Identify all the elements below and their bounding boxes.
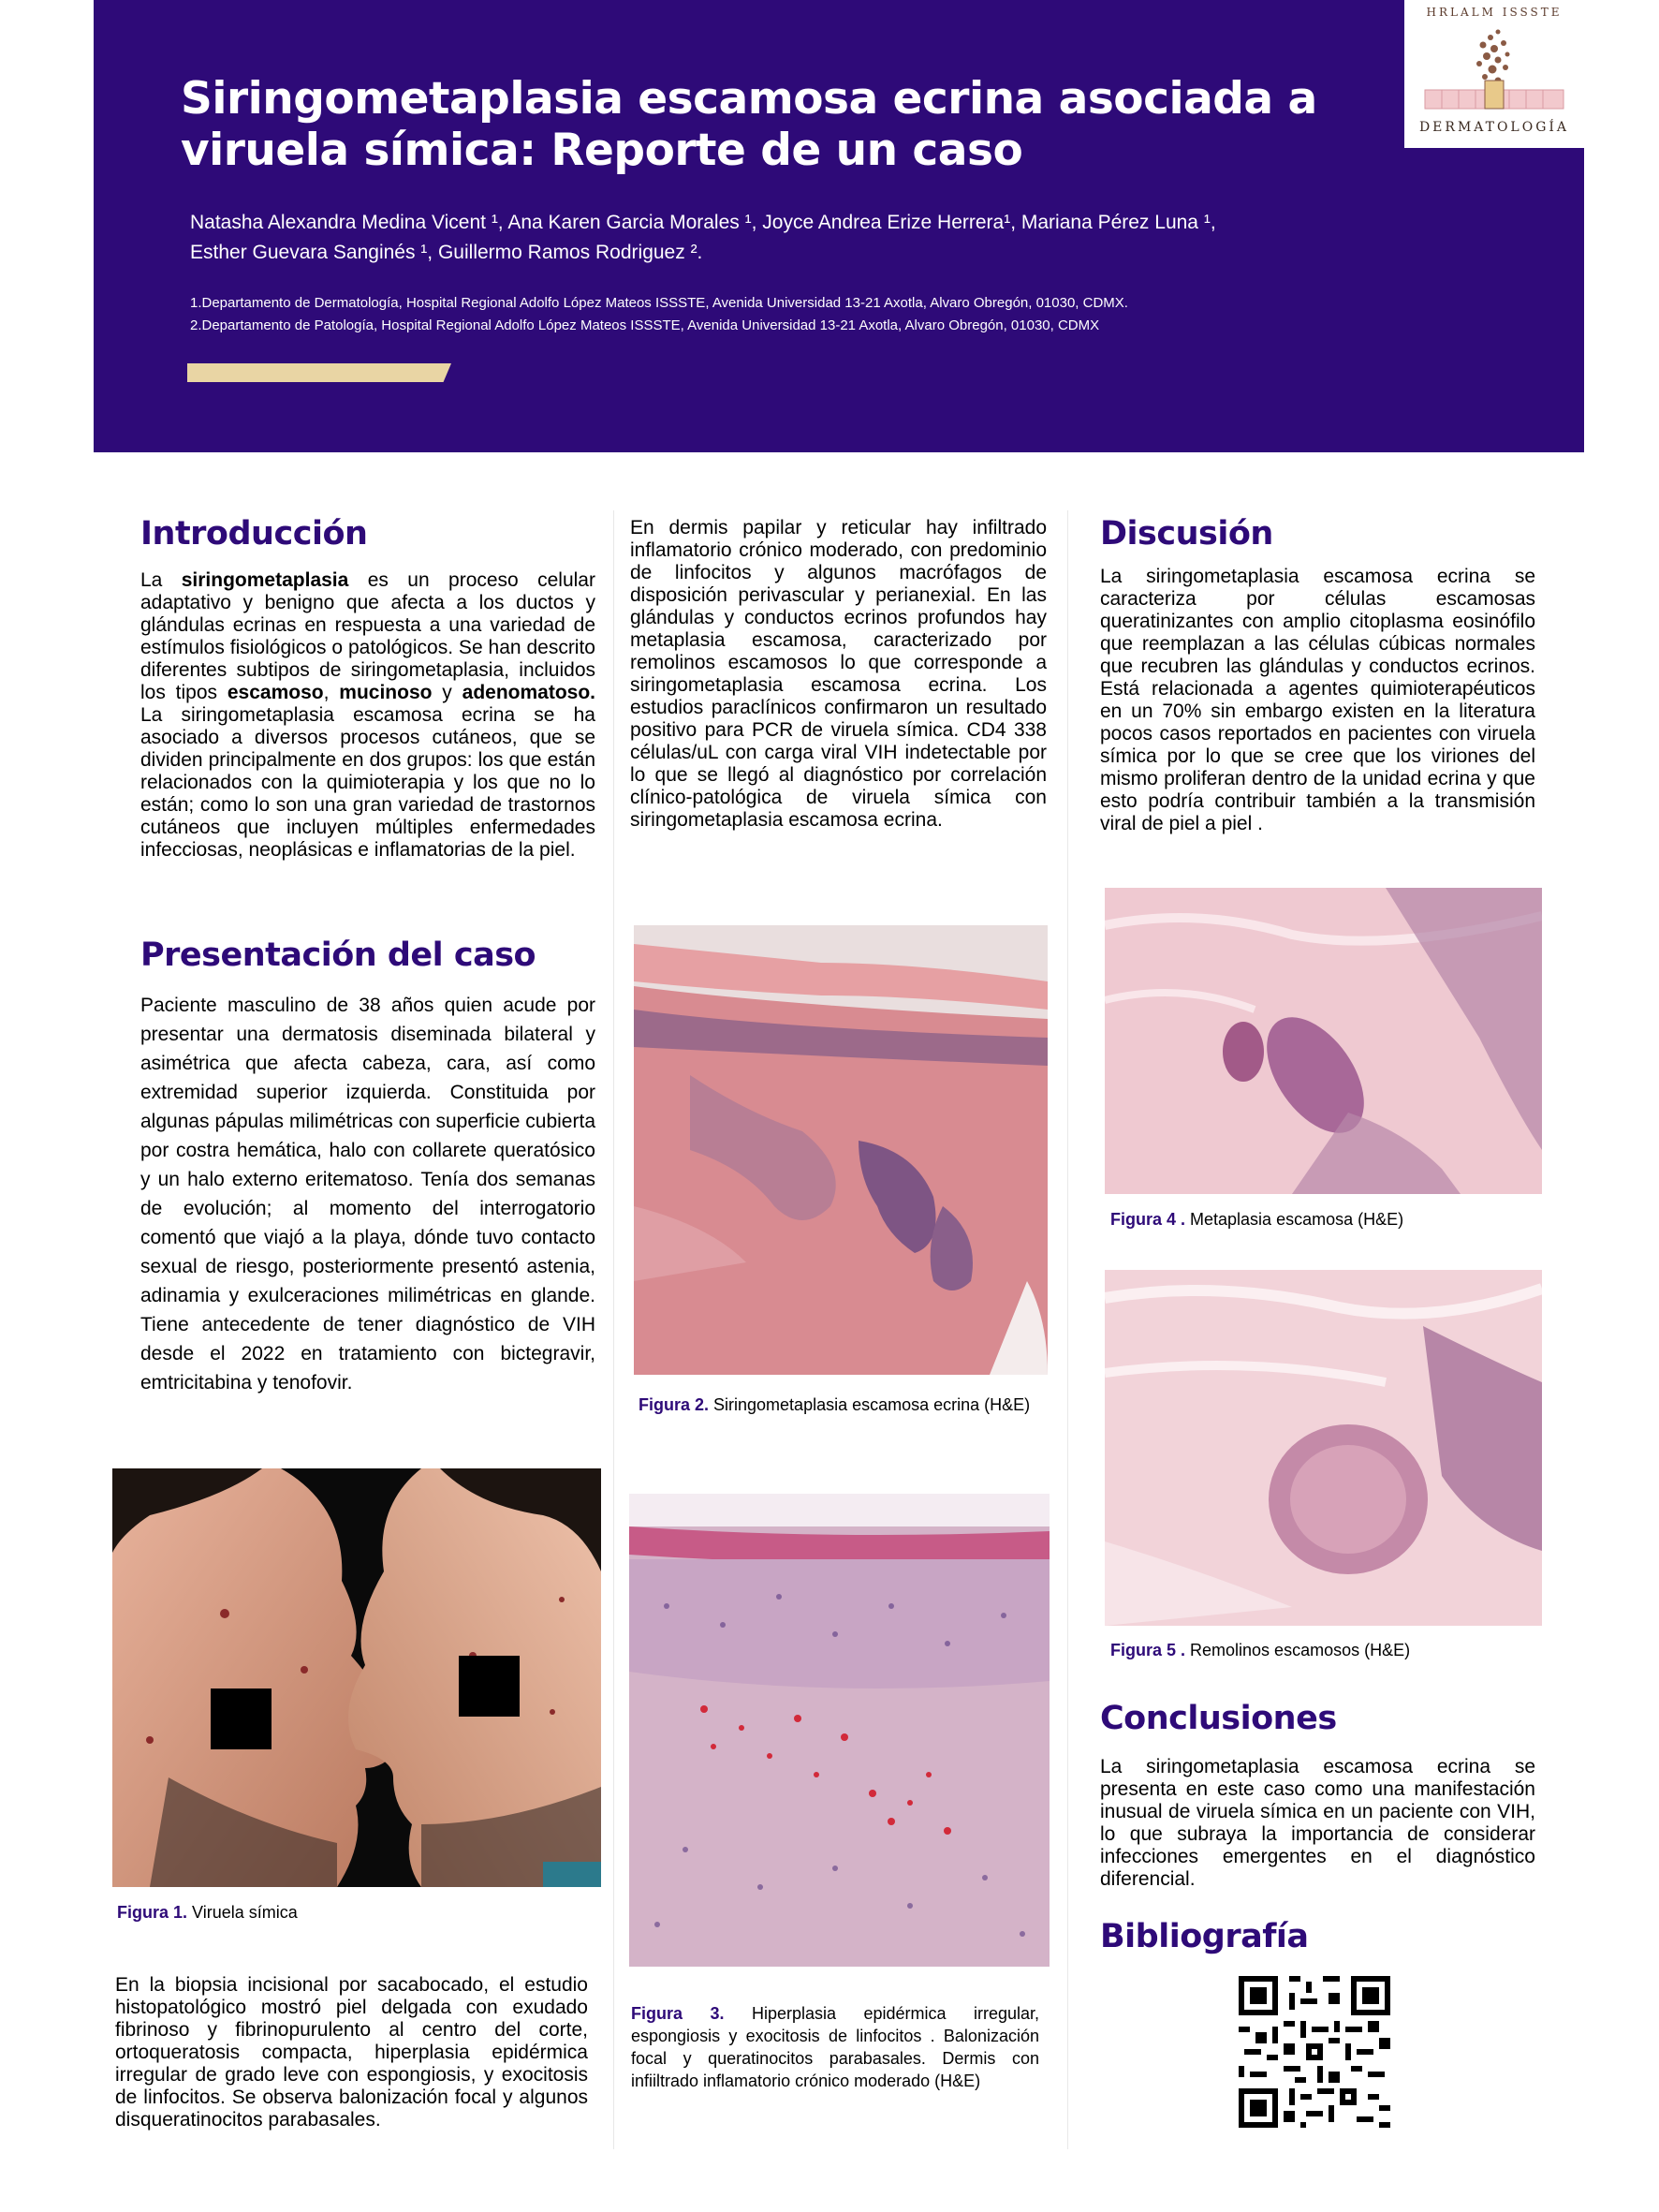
figure-1-caption: Figura 1. Viruela símica: [117, 1903, 298, 1922]
bibliography-heading: Bibliografía: [1100, 1918, 1309, 1955]
department-logo: [1404, 0, 1584, 148]
figure-2-caption: Figura 2. Siringometaplasia escamosa ecrina (H&E): [639, 1395, 1031, 1414]
accent-bar: [187, 363, 451, 382]
poster-title: Siringometaplasia escamosa ecrina asociada a viruela símica: Reporte de un caso: [181, 73, 1317, 176]
qr-code-icon: [1239, 1976, 1390, 2128]
figure-3-histology: [629, 1494, 1050, 1967]
affiliations: [190, 292, 1360, 337]
figure-4-histology: [1105, 888, 1542, 1194]
column-divider-2: [1067, 510, 1068, 2149]
affiliation-2: 2.Departamento de Patología, Hospital Regional Adolfo López Mateos ISSSTE, Avenida Universidad 13-21 Axotla, Alvaro Obregón, 01030, CDMX: [190, 317, 1100, 333]
figure-5-illustration: [1105, 1270, 1542, 1626]
logo-bottom-text: DERMATOLOGÍA: [1418, 120, 1570, 135]
figure-4-illustration: [1105, 888, 1542, 1194]
discussion-heading: Discusión: [1100, 515, 1273, 553]
authors-line-2: Esther Guevara Sanginés ¹, Guillermo Ramos Rodriguez ².: [190, 242, 703, 263]
figure-2-illustration: [634, 925, 1048, 1375]
intro-heading: Introducción: [140, 515, 368, 553]
intro-text: La siringometaplasia es un proceso celular adaptativo y benigno que afecta a los ductos y glándulas ecrinas en respuesta a una variedad de estímulos fisiológicos o patológicos. Se han descrito diferentes subtipos de siringometaplasia, incluidos los tipos escamoso, mucinoso y adenomatoso. La siringometaplasia escamosa ecrina se ha asociado a diversos procesos cutáneos, que se dividen principalmente en dos grupos: los que están relacionados con la quimioterapia y los que no lo están; como lo son una gran variedad de trastornos cutáneos que incluyen múltiples enfermedades infecciosas, neoplásicas e inflamatorias de la piel.: [140, 569, 595, 861]
column-divider-1: [613, 510, 614, 2149]
figure-5-caption: Figura 5 . Remolinos escamosos (H&E): [1110, 1641, 1411, 1659]
figure-3-illustration: [629, 1494, 1050, 1967]
case-text: Paciente masculino de 38 años quien acude por presentar una dermatosis diseminada bilateral y asimétrica que afecta cabeza, cara, así como extremidad superior izquierda. Constituida por algunas pápulas milimétricas con superficie cubierta por costra hemática, halo con collarete queratósico y un halo externo eritematoso. Tenía dos semanas de evolución; al momento del interrogatorio comentó que viajó a la playa, dónde tuvo contacto sexual de riesgo, posteriormente presentó astenia, adinamia y exulceraciones milimétricas en glande. Tiene antecedente de tener diagnóstico de VIH desde el 2022 en tratamiento con bictegravir, emtricitabina y tenofovir.: [140, 995, 595, 1394]
figure-4-caption: Figura 4 . Metaplasia escamosa (H&E): [1110, 1210, 1404, 1229]
logo-top-text: HRLALM ISSSTE: [1426, 6, 1563, 19]
figure-2-histology: [634, 925, 1048, 1375]
authors: [190, 208, 1351, 268]
discussion-text: La siringometaplasia escamosa ecrina se caracteriza por células escamosas queratinizantes con amplio citoplasma eosinófilo que reemplazan a las células cúbicas normales que recubren las glándulas y conductos ecrinos. Está relacionada a agentes quimioterapéuticos en un 70% sin embargo existen en la literatura pocos casos reportados en pacientes con viruela símica por lo que se cree que los viriones del mismo proliferan dentro de la unidad ecrina y que esto podría contribuir también a la transmisión viral de piel a piel .: [1100, 566, 1535, 834]
case-heading: Presentación del caso: [140, 936, 536, 974]
figure-3-caption: Figura 3. Hiperplasia epidérmica irregular, espongiosis y exocitosis de linfocitos . Balonización focal y queratinocitos parabasales. Dermis con infiiltrado inflamatorio crónico moderado (H&E): [631, 2004, 1039, 2090]
col2-text: En dermis papilar y reticular hay infiltrado inflamatorio crónico moderado, con predominio de linfocitos y algunos macrófagos de disposición perivascular y perianexial. En las glándulas y conductos ecrinos profundos hay metaplasia escamosa, caracterizado por remolinos escamosos lo que corresponde a siringometaplasia escamosa ecrina. Los estudios paraclínicos confirmaron un resultado positivo para PCR de viruela símica. CD4 338 células/uL con carga viral VIH indetectable por lo que se llegó al diagnóstico por correlación clínico-patológica de viruela símica con siringometaplasia escamosa ecrina.: [630, 517, 1047, 831]
bibliography-qr-code[interactable]: [1239, 1976, 1390, 2128]
biopsy-text: En la biopsia incisional por sacabocado, el estudio histopatológico mostró piel delgada con exudado fibrinoso y fibrinopurulento al centro del corte, ortoqueratosis compacta, hiperplasia epidérmica irregular de grado leve con espongiosis, y exocitosis de linfocitos. Se observa balonización focal y algunos disqueratinocitos parabasales.: [115, 1974, 588, 2131]
figure-1-illustration: [112, 1468, 601, 1887]
figure-5-histology: [1105, 1270, 1542, 1626]
authors-line-1: Natasha Alexandra Medina Vicent ¹, Ana Karen Garcia Morales ¹, Joyce Andrea Erize Herrera¹, Mariana Pérez Luna ¹,: [190, 212, 1216, 233]
conclusions-text: La siringometaplasia escamosa ecrina se presenta en este caso como una manifestación inusual de viruela símica en un paciente con VIH, lo que subraya la importancia de considerar infecciones emergentes en el diagnóstico diferencial.: [1100, 1756, 1535, 1890]
conclusions-heading: Conclusiones: [1100, 1700, 1337, 1737]
affiliation-1: 1.Departamento de Dermatología, Hospital Regional Adolfo López Mateos ISSSTE, Avenida Universidad 13-21 Axotla, Alvaro Obregón, 01030, CDMX.: [190, 295, 1128, 311]
figure-1-photo: [112, 1468, 601, 1887]
